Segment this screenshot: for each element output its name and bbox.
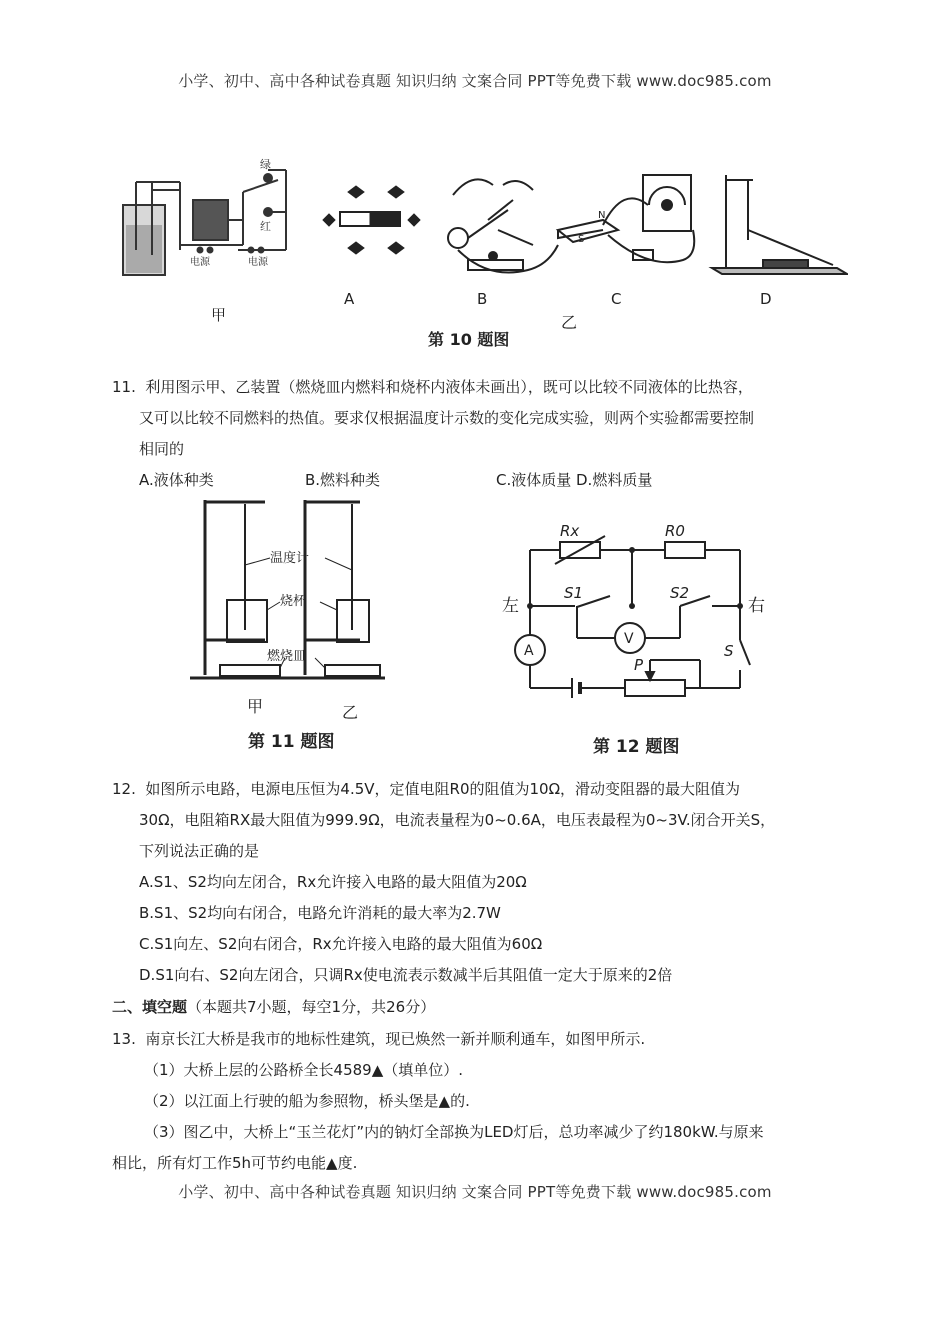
fig10-caption: 第 10 题图 bbox=[428, 330, 510, 349]
section-2-title: 二、填空题 bbox=[112, 998, 188, 1016]
q13-sub1: （1）大桥上层的公路桥全长4589▲（填单位）. bbox=[144, 1061, 464, 1079]
fig10-label-c: C bbox=[611, 290, 622, 308]
fig10-n-pole: N bbox=[598, 210, 606, 221]
section-2-heading bbox=[112, 992, 435, 1023]
q11-number: 11. bbox=[112, 378, 136, 396]
fig11-beaker-label: 烧杯 bbox=[280, 594, 307, 609]
page-footer: 小学、初中、高中各种试卷真题 知识归纳 文案合同 PPT等免费下载 www.doc985.com bbox=[178, 1183, 772, 1201]
fig10-label-d: D bbox=[760, 290, 772, 308]
q13-stem: 南京长江大桥是我市的地标性建筑，现已焕然一新并顺利通车，如图甲所示. bbox=[145, 1030, 646, 1048]
fig10-generator bbox=[448, 179, 558, 272]
q12-option-a: A.S1、S2均向左闭合，Rx允许接入电路的最大阻值为20Ω bbox=[139, 873, 527, 891]
fig12-voltmeter-symbol: V bbox=[624, 631, 634, 647]
q11-option-a: A.液体种类 bbox=[139, 471, 214, 489]
fig10-label-a: A bbox=[344, 290, 355, 308]
q12-option-c: C.S1向左、S2向右闭合，Rx允许接入电路的最大阻值为60Ω bbox=[139, 935, 543, 953]
figure-10 bbox=[108, 150, 848, 355]
fig12-caption: 第 12 题图 bbox=[593, 737, 680, 757]
fig12-s1-label: S1 bbox=[564, 584, 584, 602]
q12-line1: 如图所示电路，电源电压恒为4.5V，定值电阻R0的阻值为10Ω，滑动变阻器的最大阻值为 bbox=[145, 780, 741, 798]
fig10-s-pole: S bbox=[578, 234, 585, 245]
fig10-stand bbox=[712, 175, 847, 274]
q11-line1: 利用图示甲、乙装置（燃烧皿内燃料和烧杯内液体未画出），既可以比较不同液体的比热容， bbox=[145, 378, 753, 396]
q13-number: 13. bbox=[112, 1030, 136, 1048]
question-13 bbox=[112, 1024, 764, 1179]
page-header: 小学、初中、高中各种试卷真题 知识归纳 文案合同 PPT等免费下载 www.doc985.com bbox=[178, 72, 772, 90]
fig10-galvanometer bbox=[558, 175, 694, 262]
q11-line3: 相同的 bbox=[139, 440, 185, 458]
fig10-power-label-2: 电源 bbox=[248, 257, 268, 268]
figure-11 bbox=[185, 490, 455, 720]
fig11-label-jia: 甲 bbox=[247, 697, 264, 716]
fig12-left-label: 左 bbox=[502, 596, 519, 616]
fig11-label-yi: 乙 bbox=[342, 703, 359, 720]
q13-sub3b: 相比，所有灯工作5h可节约电能▲度. bbox=[112, 1154, 358, 1172]
fig12-r0-label: R0 bbox=[665, 522, 685, 540]
fig10-label-jia: 甲 bbox=[211, 306, 227, 324]
fig12-s2-label: S2 bbox=[670, 584, 690, 602]
fig12-p-label: P bbox=[634, 656, 644, 674]
fig12-s-label: S bbox=[724, 642, 734, 660]
q12-number: 12. bbox=[112, 780, 136, 798]
section-2-note: （本题共7小题，每空1分，共26分） bbox=[187, 998, 436, 1016]
fig12-rx-label: Rx bbox=[560, 522, 580, 540]
q13-sub2: （2）以江面上行驶的船为参照物，桥头堡是▲的. bbox=[144, 1092, 470, 1110]
q11-line2: 又可以比较不同燃料的热值。要求仅根据温度计示数的变化完成实验，则两个实验都需要控制 bbox=[139, 409, 755, 427]
fig10-label-b: B bbox=[477, 290, 488, 308]
q12-line2: 30Ω，电阻箱RX最大阻值为999.9Ω，电流表量程为0~0.6A，电压表最程为0~3V.闭合开关S， bbox=[139, 811, 776, 829]
question-11 bbox=[112, 372, 754, 496]
q13-sub3: （3）图乙中，大桥上“玉兰花灯”内的钠灯全部换为LED灯后，总功率减少了约180kW.与原来 bbox=[144, 1123, 764, 1141]
question-12 bbox=[112, 774, 775, 991]
fig10-power-label-1: 电源 bbox=[190, 257, 210, 268]
q12-option-d: D.S1向右、S2向左闭合，只调Rx使电流表示数减半后其阻值一定大于原来的2倍 bbox=[139, 966, 673, 984]
q11-option-b: B.燃料种类 bbox=[305, 471, 381, 489]
fig10-magnet-compass bbox=[323, 186, 420, 254]
q12-line3: 下列说法正确的是 bbox=[139, 842, 260, 860]
fig10-label-yi: 乙 bbox=[561, 313, 578, 332]
fig10-red-label: 红 bbox=[260, 220, 271, 233]
fig12-right-label: 右 bbox=[748, 596, 765, 616]
fig11-thermometer-label: 温度计 bbox=[270, 551, 310, 566]
fig12-ammeter-symbol: A bbox=[524, 643, 534, 659]
q11-option-cd: C.液体质量 D.燃料质量 bbox=[496, 471, 653, 489]
fig10-green-label: 绿 bbox=[260, 158, 271, 171]
fig11-caption: 第 11 题图 bbox=[248, 732, 335, 752]
q12-option-b: B.S1、S2均向右闭合，电路允许消耗的最大率为2.7W bbox=[139, 904, 501, 922]
figure-12 bbox=[500, 510, 790, 725]
fig11-dish-label: 燃烧皿 bbox=[267, 649, 307, 664]
